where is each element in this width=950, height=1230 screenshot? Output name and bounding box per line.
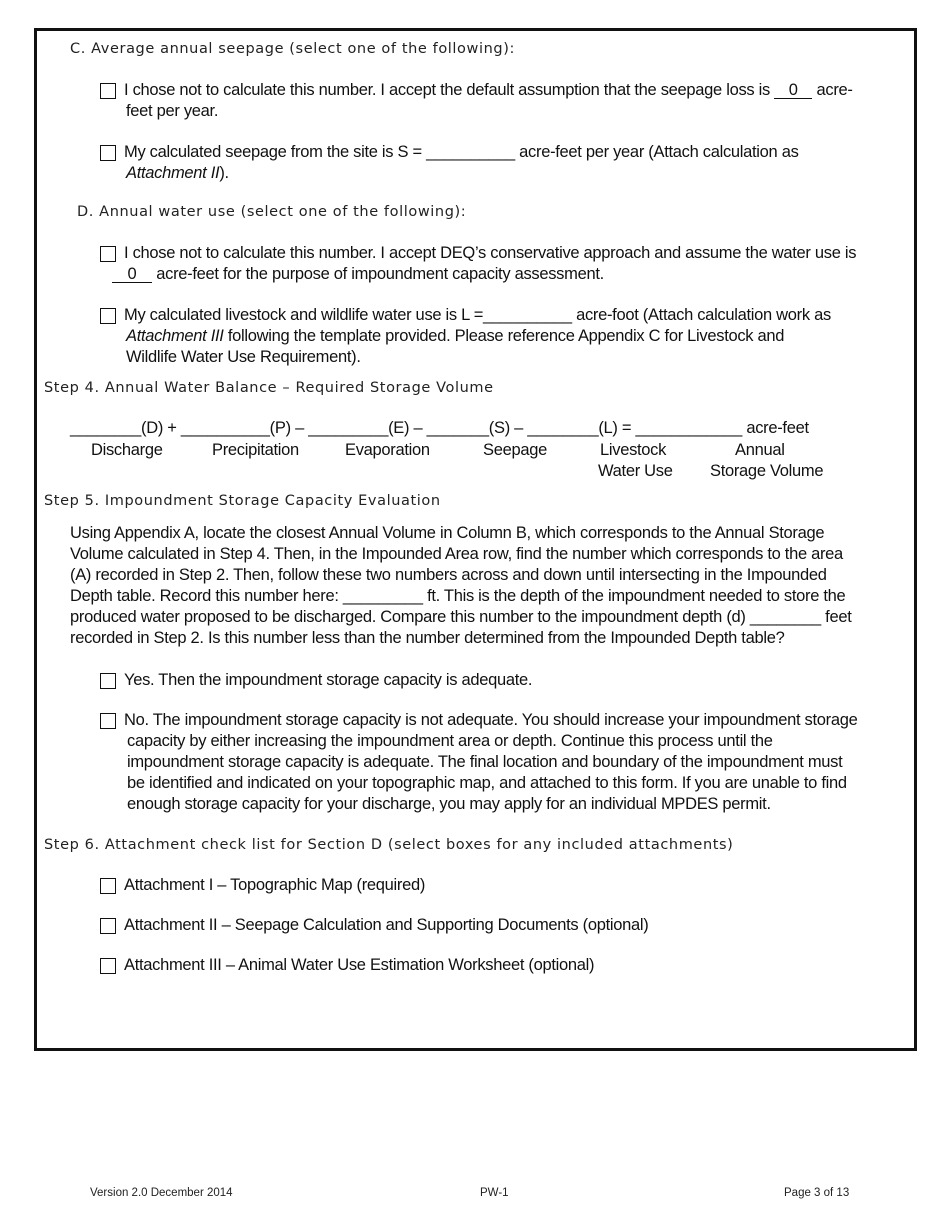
seepage-default-checkbox[interactable]	[100, 83, 116, 99]
label-water-use: Water Use	[598, 462, 673, 480]
water-use-default-text: I chose not to calculate this number. I accept DEQ’s conservative approach and assume the water use is	[124, 244, 857, 262]
seepage-calculated-checkbox[interactable]	[100, 145, 116, 161]
section-d-heading: D. Annual water use (select one of the following):	[77, 204, 467, 220]
attachment-1-label: Attachment I – Topographic Map (required)	[124, 876, 426, 894]
water-use-default-text-line2: 0 acre-feet for the purpose of impoundment capacity assessment.	[112, 264, 604, 285]
attachment-3-checkbox[interactable]	[100, 958, 116, 974]
water-use-calculated-text-line3: Wildlife Water Use Requirement).	[126, 348, 361, 366]
step5-paragraph-line1: Using Appendix A, locate the closest Annual Volume in Column B, which corresponds to the Annual Storage	[70, 524, 825, 542]
water-use-calculated-checkbox[interactable]	[100, 308, 116, 324]
section-c-heading: C. Average annual seepage (select one of the following):	[70, 41, 515, 57]
step5-paragraph-line4: Depth table. Record this number here: _________ ft. This is the depth of the impoundment needed to store the	[70, 587, 846, 605]
footer-page-number: Page 3 of 13	[784, 1187, 850, 1199]
seepage-calculated-text-line2: Attachment II).	[126, 164, 229, 182]
water-balance-equation: ________(D) + __________(P) – _________(E) – _______(S) – ________(L) = ____________ acre-feet	[70, 419, 809, 437]
step5-paragraph-line5: produced water proposed to be discharged. Compare this number to the impoundment depth (d) ________ feet	[70, 608, 852, 626]
capacity-no-line4: be identified and indicated on your topographic map, and attached to this form. If you are unable to find	[127, 774, 847, 792]
step6-heading: Step 6. Attachment check list for Section D (select boxes for any included attachments)	[44, 837, 734, 853]
attachment-2-label: Attachment II – Seepage Calculation and Supporting Documents (optional)	[124, 916, 649, 934]
label-precipitation: Precipitation	[212, 441, 299, 459]
attachment-3-label: Attachment III – Animal Water Use Estimation Worksheet (optional)	[124, 956, 595, 974]
seepage-default-value: 0	[774, 82, 812, 99]
footer-form-id: PW-1	[480, 1187, 509, 1199]
label-annual: Annual	[735, 441, 785, 459]
step5-heading: Step 5. Impoundment Storage Capacity Evaluation	[44, 493, 441, 509]
step5-paragraph-line2: Volume calculated in Step 4. Then, in the Impounded Area row, find the number which corresponds to the area	[70, 545, 843, 563]
capacity-no-line2: capacity by either increasing the impoundment area or depth. Continue this process until the	[127, 732, 773, 750]
seepage-calculated-text: My calculated seepage from the site is S = __________ acre-feet per year (Attach calculation as	[124, 143, 799, 161]
label-storage-volume: Storage Volume	[710, 462, 824, 480]
capacity-no-checkbox[interactable]	[100, 713, 116, 729]
label-discharge: Discharge	[91, 441, 163, 459]
step4-heading: Step 4. Annual Water Balance – Required Storage Volume	[44, 380, 494, 396]
seepage-default-text-line2: feet per year.	[126, 102, 219, 120]
capacity-yes-checkbox[interactable]	[100, 673, 116, 689]
capacity-yes-label: Yes. Then the impoundment storage capacity is adequate.	[124, 671, 533, 689]
capacity-no-line1: No. The impoundment storage capacity is not adequate. You should increase your impoundment storage	[124, 711, 858, 729]
attachment-2-checkbox[interactable]	[100, 918, 116, 934]
label-livestock: Livestock	[600, 441, 667, 459]
label-seepage: Seepage	[483, 441, 547, 459]
step5-paragraph-line3: (A) recorded in Step 2. Then, follow these two numbers across and down until intersecting in the Impounded	[70, 566, 827, 584]
label-evaporation: Evaporation	[345, 441, 430, 459]
step5-paragraph-line6: recorded in Step 2. Is this number less than the number determined from the Impounded Depth table?	[70, 629, 785, 647]
water-use-default-value: 0	[112, 266, 152, 283]
capacity-no-line5: enough storage capacity for your discharge, you may apply for an individual MPDES permit.	[127, 795, 771, 813]
seepage-default-text: I chose not to calculate this number. I accept the default assumption that the seepage loss is 0 acre-	[124, 81, 853, 99]
water-use-calculated-text-line2: Attachment III following the template provided. Please reference Appendix C for Livestock and	[126, 327, 785, 345]
capacity-no-line3: impoundment storage capacity is adequate. The final location and boundary of the impoundment must	[127, 753, 843, 771]
attachment-1-checkbox[interactable]	[100, 878, 116, 894]
footer-version: Version 2.0 December 2014	[90, 1187, 233, 1199]
water-use-default-checkbox[interactable]	[100, 246, 116, 262]
water-use-calculated-text: My calculated livestock and wildlife water use is L =__________ acre-foot (Attach calculation work as	[124, 306, 831, 324]
